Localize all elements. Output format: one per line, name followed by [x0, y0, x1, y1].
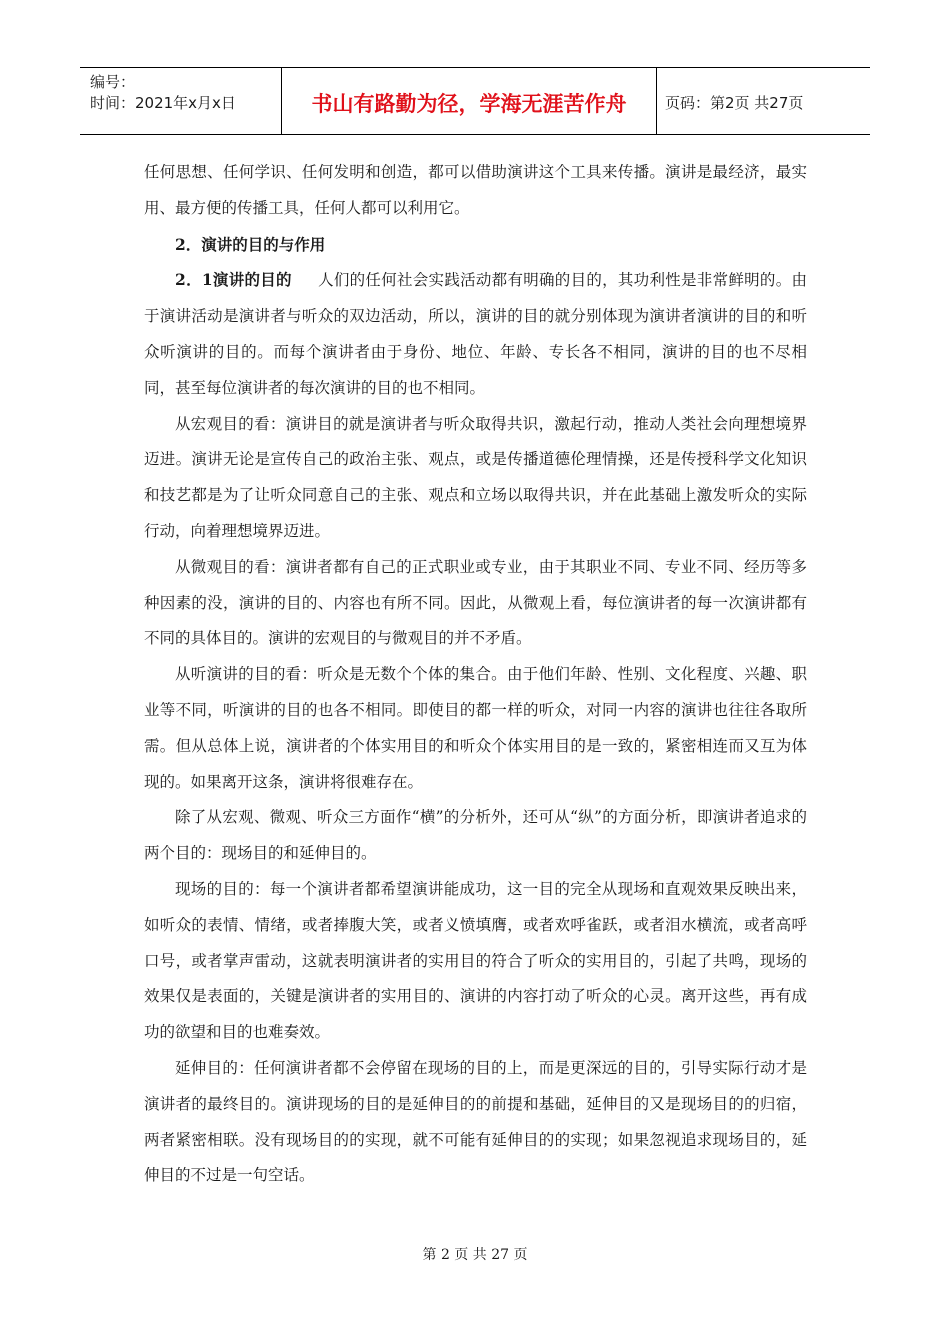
page-footer: 第 2 页 共 27 页 [422, 1247, 528, 1263]
page-header [80, 67, 870, 135]
header-time-label: 时间：2021年x月x日 [90, 94, 236, 112]
document-body [144, 155, 807, 1194]
paragraph [144, 262, 807, 406]
paragraph: 延伸目的：任何演讲者都不会停留在现场的目的上，而是更深远的目的，引导实际行动才是演讲者的最终目的。演讲现场的目的是延伸目的的前提和基础，延伸目的又是现场目的的归宿，两者紧密相联。没有现场目的的实现，就不可能有延伸目的的实现；如果忽视追求现场目的，延伸目的不过是一句空话。 [144, 1058, 807, 1185]
paragraph: 任何思想、任何学识、任何发明和创造，都可以借助演讲这个工具来传播。演讲是最经济，最实用、最方便的传播工具，任何人都可以利用它。 [144, 163, 807, 217]
section-heading: 2．演讲的目的与作用 [175, 234, 326, 254]
subsection-heading: 2．1演讲的目的 [175, 270, 292, 290]
paragraph: 现场的目的：每一个演讲者都希望演讲能成功，这一目的完全从现场和直观效果反映出来，如听众的表情、情绪，或者捧腹大笑，或者义愤填膺，或者欢呼雀跃，或者泪水横流，或者高呼口号，或者掌声雷动，这就表明演讲者的实用目的符合了听众的实用目的，引起了共鸣，现场的效果仅是表面的，关键是演讲者的实用目的、演讲的内容打动了听众的心灵。离开这些，再有成功的欲望和目的也难奏效。 [144, 879, 807, 1042]
paragraph: 从听演讲的目的看：听众是无数个个体的集合。由于他们年龄、性别、文化程度、兴趣、职业等不同，听演讲的目的也各不相同。即使目的都一样的听众，对同一内容的演讲也往往各取所需。但从总体上说，演讲者的个体实用目的和听众个体实用目的是一致的，紧密相连而又互为体现的。如果离开这条，演讲将很难存在。 [144, 665, 807, 791]
paragraph: 从微观目的看：演讲者都有自己的正式职业或专业，由于其职业不同、专业不同、经历等多种因素的没，演讲的目的、内容也有所不同。因此，从微观上看，每位演讲者的每一次演讲都有不同的具体目的。演讲的宏观目的与微观目的并不矛盾。 [144, 557, 807, 648]
header-motto: 书山有路勤为径，学海无涯苦作舟 [282, 68, 657, 134]
paragraph: 除了从宏观、微观、听众三方面作“横”的分析外，还可从“纵”的方面分析，即演讲者追求的两个目的：现场目的和延伸目的。 [144, 808, 807, 863]
header-page-info: 页码：第2页 共27页 [665, 93, 804, 112]
paragraph: 从宏观目的看：演讲目的就是演讲者与听众取得共识，激起行动，推动人类社会向理想境界迈进。演讲无论是宣传自己的政治主张、观点，或是传播道德伦理情操，还是传授科学文化知识和技艺都是为了让听众同意自己的主张、观点和立场以取得共识，并在此基础上激发听众的实际行动，向着理想境界迈进。 [144, 414, 807, 540]
header-number-label: 编号： [90, 73, 136, 91]
header-meta [80, 68, 282, 134]
paragraph-text: 人们的任何社会实践活动都有明确的目的，其功利性是非常鲜明的。由于演讲活动是演讲者与听众的双边活动，所以，演讲的目的就分别体现为演讲者演讲的目的和听众听演讲的目的。而每个演讲者由于身份、地位、年龄、专长各不相同，演讲的目的也不尽相同，甚至每位演讲者的每次演讲的目的也不相同。 [144, 271, 807, 397]
